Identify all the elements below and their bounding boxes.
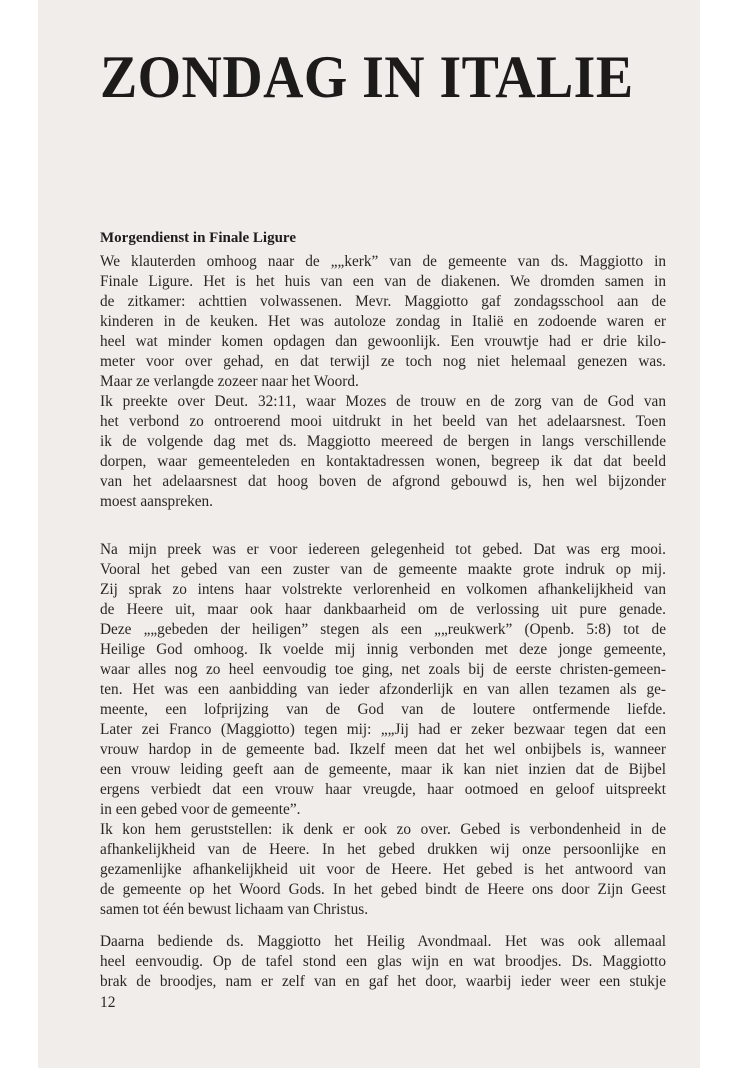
page-number: 12 <box>100 994 116 1011</box>
text-line: meente, een lofprijzing van de God van de loutere ontfermende liefde. <box>100 701 666 718</box>
text-line: We klauterden omhoog naar de „„kerk” van de gemeente van ds. Maggiotto in <box>100 253 666 270</box>
text-line: Finale Ligure. Het is het huis van een van de diakenen. We dromden samen in <box>100 273 666 290</box>
text-line: ik de volgende dag met ds. Maggiotto meereed de bergen in langs verschillende <box>100 433 666 450</box>
text-line: moest aanspreken. <box>100 493 213 510</box>
text-line: waar alles nog zo heel eenvoudig toe ging, net zoals bij de eerste christen-gemeen- <box>100 661 666 678</box>
text-line: de Heere uit, maar ook haar dankbaarheid om de verlossing uit pure genade. <box>100 601 666 618</box>
text-line: kinderen in de keuken. Het was autoloze zondag in Italië en zodoende waren er <box>100 313 666 330</box>
text-line: Ik preekte over Deut. 32:11, waar Mozes de trouw en de zorg van de God van <box>100 393 666 410</box>
text-line: vrouw hardop in de gemeente bad. Ikzelf meen dat het wel onbijbels is, wanneer <box>100 741 666 758</box>
text-line: het verbond zo ontroerend mooi uitdrukt in het beeld van het adelaarsnest. Toen <box>100 413 666 430</box>
text-line: Na mijn preek was er voor iedereen gelegenheid tot gebed. Dat was erg mooi. <box>100 541 666 558</box>
text-line: dorpen, waar gemeenteleden en kontaktadressen wonen, begreep ik dat dat beeld <box>100 453 666 470</box>
text-line: Maar ze verlangde zozeer naar het Woord. <box>100 373 359 390</box>
section-heading: Morgendienst in Finale Ligure <box>100 230 296 246</box>
text-line: gezamenlijke afhankelijkheid uit voor de Heere. Het gebed is het antwoord van <box>100 861 666 878</box>
text-line: meter voor over gehad, en dat terwijl ze toch nog niet helemaal genezen was. <box>100 353 666 370</box>
text-line: Later zei Franco (Maggiotto) tegen mij: „„Jij had er zeker bezwaar tegen dat een <box>100 721 666 738</box>
paragraph-3 <box>100 932 666 992</box>
paragraph-1 <box>100 252 666 512</box>
text-line: Deze „„gebeden der heiligen” stegen als een „„reukwerk” (Openb. 5:8) tot de <box>100 621 666 638</box>
text-line: Vooral het gebed van een zuster van de gemeente maakte grote indruk op mij. <box>100 561 666 578</box>
text-line: Daarna bediende ds. Maggiotto het Heilig Avondmaal. Het was ook allemaal <box>100 933 666 950</box>
text-line: Ik kon hem geruststellen: ik denk er ook zo over. Gebed is verbondenheid in de <box>100 821 666 838</box>
text-line: ten. Het was een aanbidding van ieder afzonderlijk en van allen tezamen als ge- <box>100 681 666 698</box>
text-line: brak de broodjes, nam er zelf van en gaf het door, waarbij ieder weer een stukje <box>100 973 666 990</box>
text-line: afhankelijkheid van de Heere. In het gebed drukken wij onze persoonlijke en <box>100 841 666 858</box>
paragraph-2 <box>100 540 666 920</box>
text-line: de zitkamer: achttien volwassenen. Mevr. Maggiotto gaf zondagsschool aan de <box>100 293 666 310</box>
text-line: heel eenvoudig. Op de tafel stond een glas wijn en wat broodjes. Ds. Maggiotto <box>100 953 666 970</box>
page-title: ZONDAG IN ITALIE <box>100 44 634 110</box>
text-line: een vrouw leiding geeft aan de gemeente, maar ik kan niet inzien dat de Bijbel <box>100 761 666 778</box>
text-line: in een gebed voor de gemeente”. <box>100 801 301 818</box>
text-line: heel wat minder komen opdagen dan gewoonlijk. Een vrouwtje had er drie kilo- <box>100 333 666 350</box>
text-line: Zij sprak zo intens haar volstrekte verlorenheid en volkomen afhankelijkheid van <box>100 581 666 598</box>
text-line: ergens verbiedt dat een vrouw haar vreugde, haar ootmoed en geloof uitspreekt <box>100 781 666 798</box>
text-line: van het adelaarsnest dat hoog boven de afgrond gebouwd is, hen wel bijzonder <box>100 473 666 490</box>
text-line: Heilige God omhoog. Ik voelde mij innig verbonden met deze jonge gemeente, <box>100 641 666 658</box>
text-line: de gemeente op het Woord Gods. In het gebed bindt de Heere ons door Zijn Geest <box>100 881 666 898</box>
text-line: samen tot één bewust lichaam van Christus. <box>100 901 369 918</box>
